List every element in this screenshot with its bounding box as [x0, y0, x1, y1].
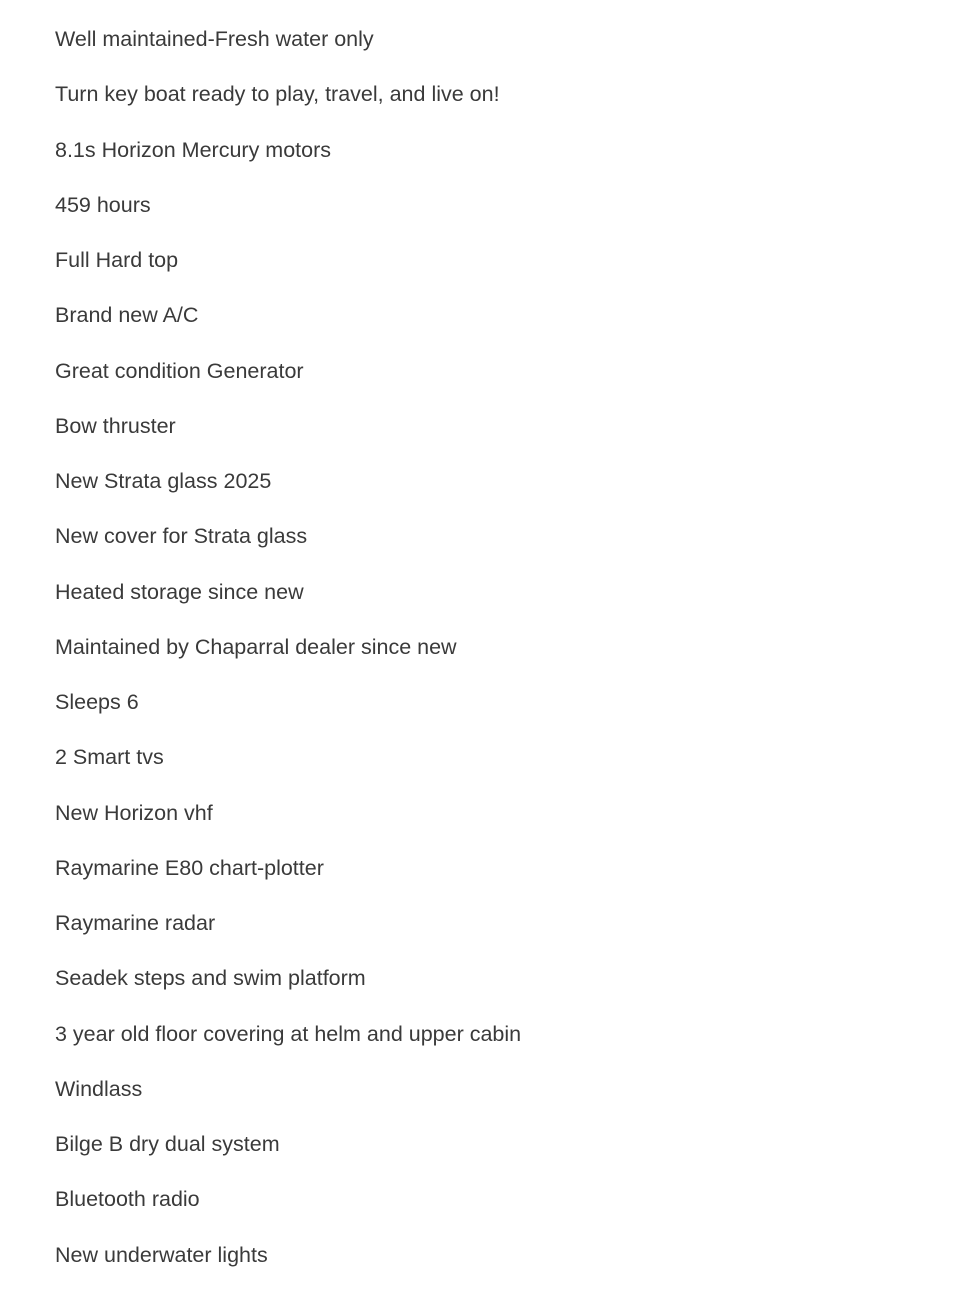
listing-line-bow-thruster: Bow thruster	[55, 413, 176, 438]
listing-line-vhf: New Horizon vhf	[55, 800, 213, 825]
listing-line-windlass: Windlass	[55, 1076, 143, 1101]
listing-line-strata-cover: New cover for Strata glass	[55, 524, 308, 549]
listing-line-generator: Great condition Generator	[55, 358, 304, 383]
listing-line-underwater-lights: New underwater lights	[55, 1242, 268, 1267]
listing-line-ac: Brand new A/C	[55, 303, 199, 328]
listing-line-bilge: Bilge B dry dual system	[55, 1132, 280, 1156]
listing-line-radar: Raymarine radar	[55, 911, 216, 935]
listing-line-motors: 8.1s Horizon Mercury motors	[55, 137, 331, 162]
listing-line-smart-tvs: 2 Smart tvs	[55, 745, 164, 770]
listing-line-hard-top: Full Hard top	[55, 248, 179, 272]
listing-line-strata-glass: New Strata glass 2025	[55, 469, 272, 493]
listing-line-floor-covering: 3 year old floor covering at helm and upper cabin	[55, 1021, 522, 1046]
listing-line-chart-plotter: Raymarine E80 chart-plotter	[55, 855, 324, 880]
listing-line-heated-storage: Heated storage since new	[55, 579, 304, 604]
listing-line-seadek: Seadek steps and swim platform	[55, 966, 366, 991]
listing-description	[55, 26, 935, 1297]
listing-line-hours: 459 hours	[55, 192, 151, 217]
listing-line-bluetooth-radio: Bluetooth radio	[55, 1187, 200, 1212]
listing-line-fresh-water: Well maintained-Fresh water only	[55, 27, 374, 51]
listing-line-sleeps: Sleeps 6	[55, 690, 139, 714]
listing-line-dealer-maintained: Maintained by Chaparral dealer since new	[55, 634, 457, 659]
listing-line-turn-key: Turn key boat ready to play, travel, and live on!	[55, 82, 500, 107]
